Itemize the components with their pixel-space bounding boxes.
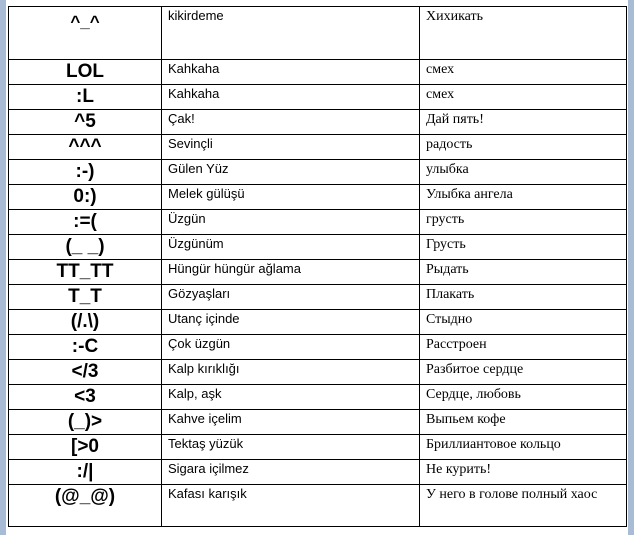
emoticon-table xyxy=(8,6,627,527)
russian-cell: Выпьем кофе xyxy=(420,410,627,435)
turkish-cell: Tektaş yüzük xyxy=(162,435,420,460)
emoticon-cell: :-C xyxy=(9,335,162,360)
emoticon-cell: (@_@) xyxy=(9,485,162,527)
table-row xyxy=(9,410,627,435)
turkish-cell: Kahkaha xyxy=(162,85,420,110)
turkish-cell: Melek gülüşü xyxy=(162,185,420,210)
table-row xyxy=(9,185,627,210)
turkish-cell: Utanç içinde xyxy=(162,310,420,335)
turkish-cell: Üzgünüm xyxy=(162,235,420,260)
page-left-margin xyxy=(0,0,6,535)
table-row xyxy=(9,260,627,285)
russian-cell: Дай пять! xyxy=(420,110,627,135)
table-row xyxy=(9,360,627,385)
emoticon-cell: :L xyxy=(9,85,162,110)
turkish-cell: kikirdeme xyxy=(162,7,420,60)
emoticon-cell: (_ _) xyxy=(9,235,162,260)
russian-cell: Стыдно xyxy=(420,310,627,335)
russian-cell: радость xyxy=(420,135,627,160)
emoticon-cell: ^5 xyxy=(9,110,162,135)
table-row xyxy=(9,110,627,135)
table-row xyxy=(9,235,627,260)
turkish-cell: Gözyaşları xyxy=(162,285,420,310)
table-row xyxy=(9,310,627,335)
russian-cell: улыбка xyxy=(420,160,627,185)
turkish-cell: Kalp kırıklığı xyxy=(162,360,420,385)
turkish-cell: Sigara içilmez xyxy=(162,460,420,485)
turkish-cell: Kalp, aşk xyxy=(162,385,420,410)
turkish-cell: Çak! xyxy=(162,110,420,135)
emoticon-cell: (_)> xyxy=(9,410,162,435)
turkish-cell: Kahve içelim xyxy=(162,410,420,435)
table-row xyxy=(9,7,627,60)
emoticon-cell: <3 xyxy=(9,385,162,410)
table-row xyxy=(9,460,627,485)
emoticon-cell: 0:) xyxy=(9,185,162,210)
russian-cell: Хихикать xyxy=(420,7,627,60)
russian-cell: смех xyxy=(420,85,627,110)
table-row xyxy=(9,135,627,160)
table-row xyxy=(9,385,627,410)
emoticon-cell: :/| xyxy=(9,460,162,485)
emoticon-cell: [>0 xyxy=(9,435,162,460)
russian-cell: Расстроен xyxy=(420,335,627,360)
turkish-cell: Üzgün xyxy=(162,210,420,235)
table-row xyxy=(9,210,627,235)
table-row xyxy=(9,60,627,85)
emoticon-cell: </3 xyxy=(9,360,162,385)
table-row xyxy=(9,85,627,110)
emoticon-cell: ^^^ xyxy=(9,135,162,160)
russian-cell: Плакать xyxy=(420,285,627,310)
turkish-cell: Kahkaha xyxy=(162,60,420,85)
russian-cell: Бриллиантовое кольцо xyxy=(420,435,627,460)
turkish-cell: Sevinçli xyxy=(162,135,420,160)
emoticon-cell: :=( xyxy=(9,210,162,235)
turkish-cell: Çok üzgün xyxy=(162,335,420,360)
page-right-margin xyxy=(628,0,634,535)
russian-cell: Рыдать xyxy=(420,260,627,285)
emoticon-cell: TT_TT xyxy=(9,260,162,285)
table-row xyxy=(9,285,627,310)
emoticon-cell: LOL xyxy=(9,60,162,85)
emoticon-cell: ^_^ xyxy=(9,7,162,60)
russian-cell: Грусть xyxy=(420,235,627,260)
table-row xyxy=(9,435,627,460)
turkish-cell: Gülen Yüz xyxy=(162,160,420,185)
russian-cell: У него в голове полный хаос xyxy=(420,485,627,527)
russian-cell: Разбитое сердце xyxy=(420,360,627,385)
emoticon-cell: (/.\) xyxy=(9,310,162,335)
turkish-cell: Hüngür hüngür ağlama xyxy=(162,260,420,285)
table-row xyxy=(9,335,627,360)
russian-cell: Сердце, любовь xyxy=(420,385,627,410)
table-row xyxy=(9,485,627,527)
russian-cell: Не курить! xyxy=(420,460,627,485)
emoticon-cell: T_T xyxy=(9,285,162,310)
emoticon-cell: :-) xyxy=(9,160,162,185)
turkish-cell: Kafası karışık xyxy=(162,485,420,527)
russian-cell: Улыбка ангела xyxy=(420,185,627,210)
russian-cell: грусть xyxy=(420,210,627,235)
table-row xyxy=(9,160,627,185)
russian-cell: смех xyxy=(420,60,627,85)
